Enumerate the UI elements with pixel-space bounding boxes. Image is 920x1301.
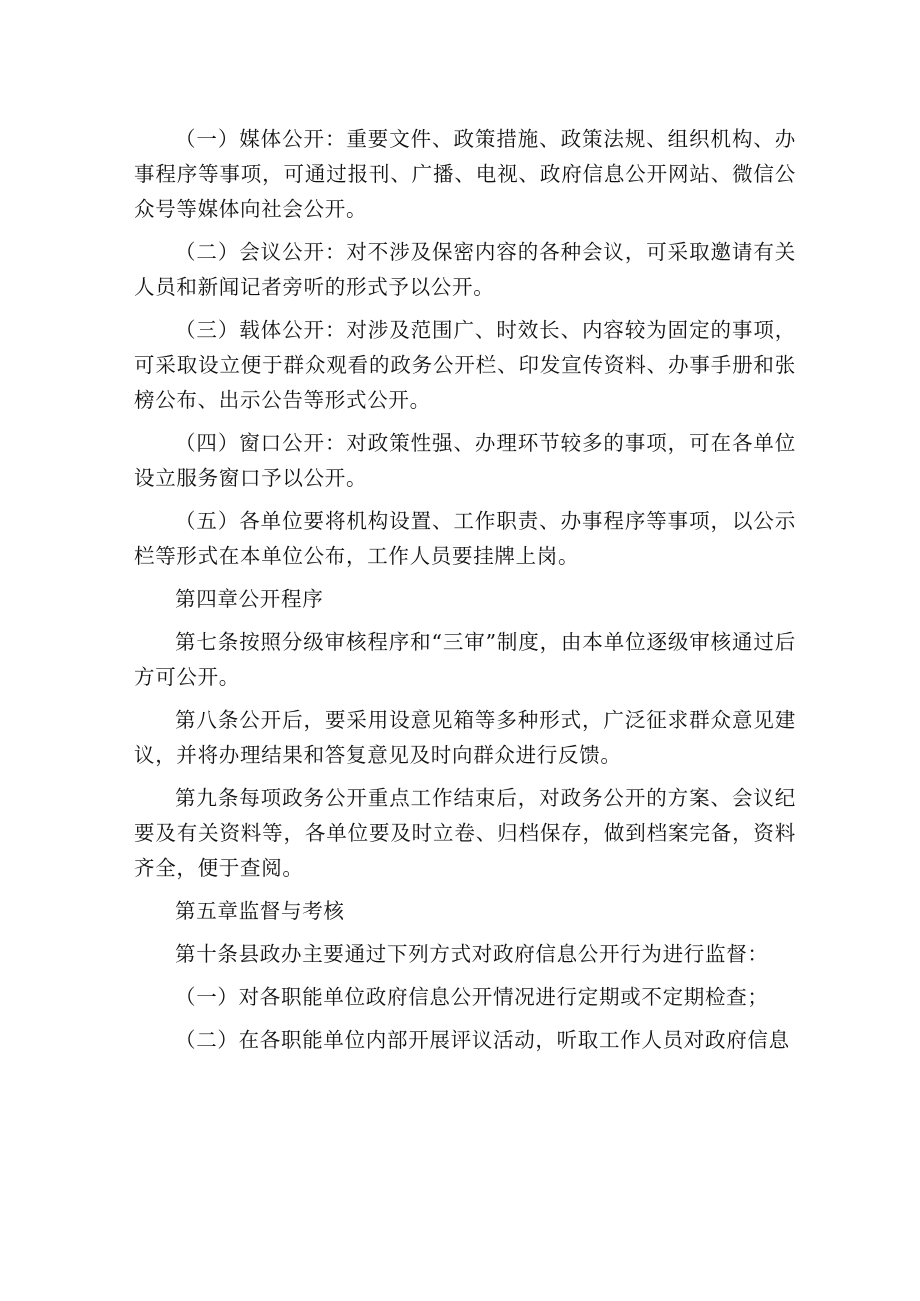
article-10: 第十条县政办主要通过下列方式对政府信息公开行为进行监督： xyxy=(175,942,769,966)
article-9: 第九条每项政务公开重点工作结束后，对政务公开的方案、会议纪要及有关资料等，各单位要及时立卷、归档保存，做到档案完备，资料齐全，便于查阅。 xyxy=(134,786,796,880)
document-body xyxy=(134,122,796,1066)
article-8: 第八条公开后，要采用设意见箱等多种形式，广泛征求群众意见建议，并将办理结果和答复意见及时向群众进行反馈。 xyxy=(134,708,796,767)
paragraph-carrier-disclosure: （三）载体公开：对涉及范围广、时效长、内容较为固定的事项，可采取设立便于群众观看的政务公开栏、印发宣传资料、办事手册和张榜公布、出示公告等形式公开。 xyxy=(134,318,796,412)
paragraph-unit-notice: （五）各单位要将机构设置、工作职责、办事程序等事项，以公示栏等形式在本单位公布，工作人员要挂牌上岗。 xyxy=(134,509,796,568)
paragraph-window-disclosure: （四）窗口公开：对政策性强、办理环节较多的事项，可在各单位设立服务窗口予以公开。 xyxy=(134,431,796,490)
article-7: 第七条按照分级审核程序和“三审”制度，由本单位逐级审核通过后方可公开。 xyxy=(134,630,796,689)
chapter-heading-4: 第四章公开程序 xyxy=(175,587,324,611)
paragraph-meeting-disclosure: （二）会议公开：对不涉及保密内容的各种会议，可采取邀请有关人员和新闻记者旁听的形式予以公开。 xyxy=(134,240,796,299)
chapter-heading-5: 第五章监督与考核 xyxy=(175,899,345,923)
article-10-item-1: （一）对各职能单位政府信息公开情况进行定期或不定期检查； xyxy=(175,985,769,1009)
paragraph-media-disclosure: （一）媒体公开：重要文件、政策措施、政策法规、组织机构、办事程序等事项，可通过报刊、广播、电视、政府信息公开网站、微信公众号等媒体向社会公开。 xyxy=(134,127,796,221)
article-10-item-2: （二）在各职能单位内部开展评议活动，听取工作人员对政府信息 xyxy=(175,1028,790,1052)
